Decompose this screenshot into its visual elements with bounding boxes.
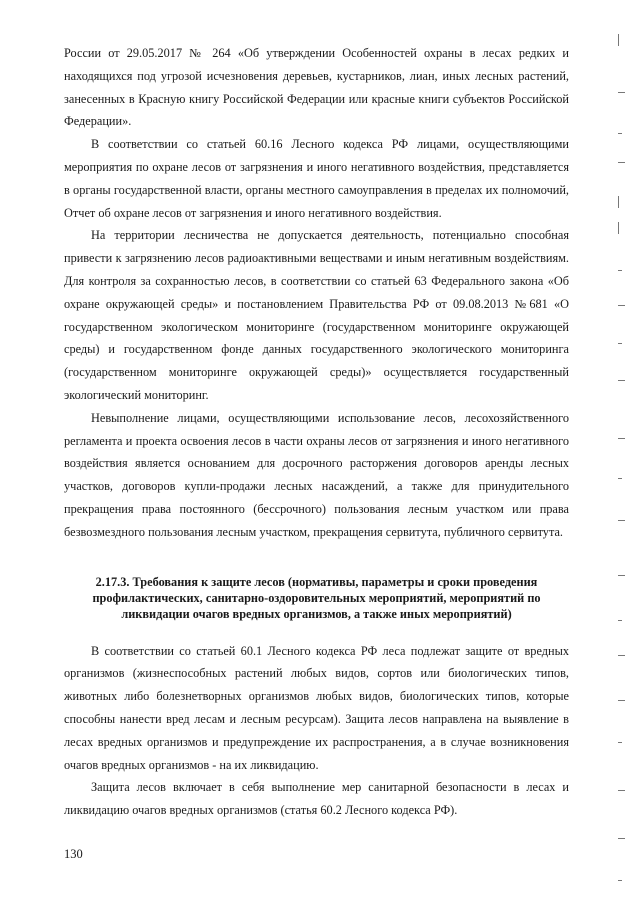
scan-mark — [618, 478, 622, 479]
scan-mark — [618, 880, 622, 881]
section-heading-line-3: ликвидации очагов вредных организмов, а также иных мероприятий) — [121, 606, 512, 621]
section-heading — [64, 574, 569, 622]
scan-mark — [618, 270, 622, 271]
paragraph-5: В соответствии со статьей 60.1 Лесного кодекса РФ леса подлежат защите от вредных организмов (жизнеспособных растений любых видов, сортов или биологических типов, животных либо болезнетворных организмов любых видов, биологических типов, которые способны нанести вред лесам и лесным ресурсам). Защита лесов направлена на выявление в лесах вредных организмов и предупреждение их распространения, а в случае возникновения очагов вредных организмов - на их ликвидацию. — [64, 643, 569, 772]
scan-mark — [618, 655, 625, 656]
document-body — [64, 42, 569, 822]
scan-mark — [618, 700, 625, 701]
scan-mark — [618, 343, 622, 344]
scan-mark — [618, 92, 625, 93]
paragraph-4: Невыполнение лицами, осуществляющими использование лесов, лесохозяйственного регламента и проекта освоения лесов в части охраны лесов от загрязнения и иного негативного воздействия является основанием для досрочного расторжения договоров аренды лесных участков, договоров купли-продажи лесных насаждений, а также для принудительного прекращения права постоянного (бессрочного) пользования лесным участком или права безвозмездного пользования лесным участком, прекращения сервитута, публичного сервитута. — [64, 410, 569, 539]
scan-mark — [618, 438, 625, 439]
scan-mark — [618, 34, 619, 46]
paragraph-6: Защита лесов включает в себя выполнение мер санитарной безопасности в лесах и ликвидацию очагов вредных организмов (статья 60.2 Лесного кодекса РФ). — [64, 780, 569, 818]
scan-mark — [618, 222, 619, 234]
scan-mark — [618, 742, 622, 743]
scan-mark — [618, 133, 622, 134]
paragraph-1: России от 29.05.2017 № 264 «Об утверждении Особенностей охраны в лесах редких и находящихся под угрозой исчезновения деревьев, кустарников, лиан, иных лесных растений, занесенных в Красную книгу Российской Федерации или красные книги субъектов Российской Федерации». — [64, 46, 569, 129]
scan-mark — [618, 838, 625, 839]
scan-mark — [618, 162, 625, 163]
margin-scan-marks — [618, 0, 638, 905]
scan-mark — [618, 790, 625, 791]
section-heading-line-2: профилактических, санитарно-оздоровительных мероприятий, мероприятий по — [92, 590, 541, 605]
section-heading-line-1: 2.17.3. Требования к защите лесов (нормативы, параметры и сроки проведения — [95, 574, 538, 589]
scan-mark — [618, 575, 625, 576]
scan-mark — [618, 380, 625, 381]
paragraph-2: В соответствии со статьей 60.16 Лесного кодекса РФ лицами, осуществляющими мероприятия по охране лесов от загрязнения и иного негативного воздействия, представляется в органы государственной власти, органы местного самоуправления в пределах их полномочий, Отчет об охране лесов от загрязнения и иного негативного воздействия. — [64, 137, 569, 220]
page-number: 130 — [64, 847, 83, 861]
scan-mark — [618, 305, 625, 306]
scan-mark — [618, 196, 619, 208]
scan-mark — [618, 520, 625, 521]
paragraph-3: На территории лесничества не допускается деятельность, потенциально способная привести к загрязнению лесов радиоактивными веществами и иным негативным воздействиям. Для контроля за сохранностью лесов, в соответствии со статьей 63 Федерального закона «Об охране окружающей среды» и постановлением Правительства РФ от 09.08.2013 №681 «О государственном экологическом мониторинге (государственном мониторинге окружающей среды) и государственном фонде данных государственного экологического мониторинга (государственном мониторинге окружающей среды)» осуществляется государственный экологический мониторинг. — [64, 228, 569, 402]
scan-mark — [618, 620, 622, 621]
